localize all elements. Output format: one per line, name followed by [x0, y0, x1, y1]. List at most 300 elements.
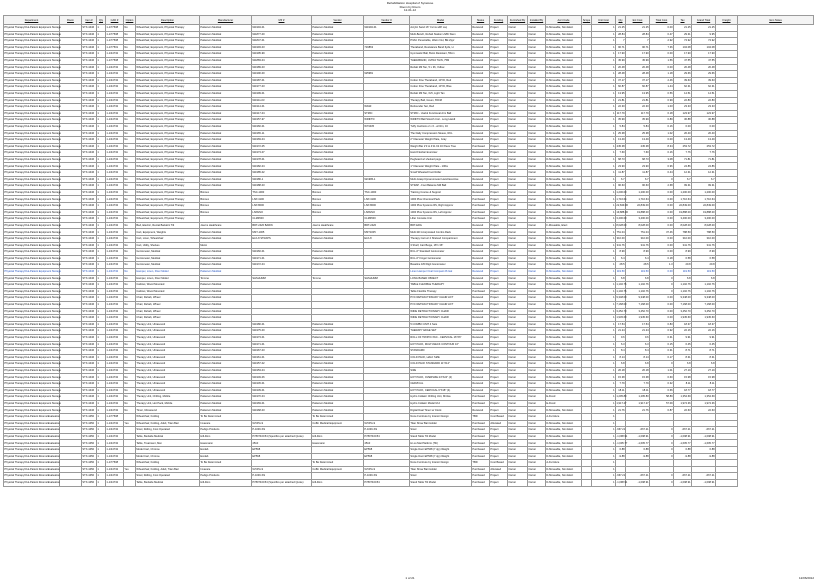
- table-cell: Rebounder Set, Red: [410, 104, 472, 111]
- table-cell: Patterson Medical: [200, 90, 252, 97]
- table-cell: 1: [97, 374, 106, 381]
- table-cell: Patterson Medical: [200, 361, 252, 368]
- table-cell: [716, 38, 738, 45]
- table-row[interactable]: [4, 236, 814, 243]
- column-header[interactable]: Vendor #: [364, 16, 410, 25]
- table-cell: Patterson Medical: [312, 176, 364, 183]
- table-cell: 1-1/44732: [106, 268, 124, 275]
- table-row[interactable]: [4, 130, 814, 137]
- table-row[interactable]: [4, 170, 814, 177]
- column-header[interactable]: Freight: [716, 16, 738, 25]
- table-cell: Patterson Medical: [312, 387, 364, 394]
- column-header[interactable]: Manufacturer: [200, 16, 252, 25]
- table-cell: Table, Bedside Medical: [136, 479, 200, 486]
- table-cell: 1-1/44732: [106, 354, 124, 361]
- column-header[interactable]: Room: [60, 16, 82, 25]
- table-cell: HOT PACK, CERVICAL 6"X18" (4): [410, 387, 472, 394]
- table-cell: 0.00: [650, 295, 674, 302]
- table-cell: 1: [592, 479, 616, 486]
- table-cell: 1" Diameter Weight Plate - 10lbs: [410, 163, 472, 170]
- column-header[interactable]: Unit Cost: [592, 16, 616, 25]
- table-row[interactable]: [4, 348, 814, 355]
- column-header[interactable]: Scope: [582, 16, 592, 25]
- table-cell: [582, 361, 592, 368]
- table-cell: D-Moveable, Non Elect: [546, 170, 582, 177]
- table-row[interactable]: [4, 196, 814, 203]
- table-cell: Owner: [528, 381, 546, 388]
- table-cell: Stool, Rolling, Foot Operated: [136, 473, 200, 480]
- table-row[interactable]: [4, 51, 814, 58]
- table-cell: STX-4446: [82, 262, 97, 269]
- table-cell: STX-4446: [82, 170, 97, 177]
- table-cell: 22,849.00: [626, 203, 650, 210]
- table-row[interactable]: [4, 275, 814, 282]
- table-cell: Patterson Medical: [312, 381, 364, 388]
- table-cell: Received: [472, 84, 490, 91]
- table-row[interactable]: [4, 466, 814, 473]
- table-cell: 911987-01: [252, 77, 312, 84]
- table-cell: D-Moveable, Non Elect: [546, 176, 582, 183]
- table-row[interactable]: [4, 222, 814, 229]
- table-cell: 22.80: [674, 97, 692, 104]
- table-cell: [60, 209, 82, 216]
- table-row[interactable]: [4, 150, 814, 157]
- table-cell: STX-4446: [82, 288, 97, 295]
- table-cell: Patterson Medical: [312, 236, 364, 243]
- column-header[interactable]: Funding: [490, 16, 508, 25]
- table-cell: [60, 420, 82, 427]
- table-cell: 1-1/44732: [106, 216, 124, 223]
- column-header[interactable]: Model: [410, 16, 472, 25]
- table-cell: [650, 420, 674, 427]
- table-row[interactable]: [4, 440, 814, 447]
- table-cell: Cost Based: [490, 460, 508, 467]
- column-header[interactable]: Furnished By: [508, 16, 528, 25]
- table-cell: Owner: [528, 51, 546, 58]
- table-cell: No: [124, 31, 136, 38]
- table-cell: 1: [97, 209, 106, 216]
- table-cell: [674, 466, 692, 473]
- table-cell: STX-4446: [82, 367, 97, 374]
- table-cell: [616, 414, 626, 421]
- table-cell: 21.81: [616, 97, 626, 104]
- table-row[interactable]: [4, 427, 814, 434]
- table-cell: STX-4446: [82, 348, 97, 355]
- table-cell: 96.71: [626, 44, 650, 51]
- table-cell: No: [124, 90, 136, 97]
- column-header[interactable]: Qty: [97, 16, 106, 25]
- table-cell: STX-4446: [82, 183, 97, 190]
- table-cell: Physical Therapy/Out-Patient Equipment Storage: [4, 210, 62, 214]
- table-row[interactable]: [4, 156, 814, 163]
- table-row[interactable]: [4, 420, 814, 427]
- table-cell: 15.98: [692, 374, 716, 381]
- table-cell: 1-1/44732: [106, 137, 124, 144]
- table-cell: Patterson Medical: [312, 130, 364, 137]
- table-cell: No: [124, 64, 136, 71]
- table-cell: [60, 301, 82, 308]
- table-row[interactable]: [4, 77, 814, 84]
- table-row[interactable]: [4, 433, 814, 440]
- table-cell: STX-4446: [82, 163, 97, 170]
- table-cell: 13.95: [616, 90, 626, 97]
- table-row[interactable]: [4, 110, 814, 117]
- table-cell: D-Moveable, Non Elect: [546, 321, 582, 328]
- table-cell: Stand Table Tilt Model: [410, 479, 472, 486]
- table-cell: Physical Therapy/Out-Patient Equipment Storage: [4, 296, 62, 300]
- table-cell: [582, 321, 592, 328]
- table-row[interactable]: [4, 104, 814, 111]
- column-header[interactable]: Installed By: [528, 16, 546, 25]
- column-header[interactable]: CAD #: [106, 16, 124, 25]
- table-cell: STX-4446: [82, 51, 97, 58]
- table-cell: [582, 447, 592, 454]
- table-cell: No: [124, 77, 136, 84]
- table-row[interactable]: [4, 400, 814, 407]
- column-header[interactable]: Department: [4, 16, 60, 25]
- table-cell: Purchased: [472, 466, 490, 473]
- table-cell: Owner: [508, 110, 528, 117]
- table-cell: Owner: [508, 400, 528, 407]
- table-cell: 1: [97, 64, 106, 71]
- table-cell: 1: [97, 242, 106, 249]
- table-row[interactable]: [4, 394, 814, 401]
- table-cell: Received: [472, 150, 490, 157]
- table-cell: 911999-01: [252, 90, 312, 97]
- table-cell: Owner: [528, 104, 546, 111]
- table-cell: [716, 176, 738, 183]
- table-cell: [582, 130, 592, 137]
- table-cell: Physical Therapy/Out-Patient Equipment Storage: [4, 263, 62, 267]
- table-cell: RCL-6" Finger Goniometer: [410, 255, 472, 262]
- table-cell: 6.8: [674, 275, 692, 282]
- table-cell: D-Moveable, Non Elect: [546, 130, 582, 137]
- table-cell: Owner: [508, 38, 528, 45]
- table-cell: The Daily Compression Sleeve, RCL: [410, 130, 472, 137]
- table-cell: [364, 394, 410, 401]
- table-cell: [364, 308, 410, 315]
- table-row[interactable]: [4, 367, 814, 374]
- table-cell: 1: [97, 460, 106, 467]
- table-cell: 18.77: [692, 387, 716, 394]
- table-row[interactable]: [4, 407, 814, 414]
- table-cell: D-Moveable, Non Elect: [546, 38, 582, 45]
- table-row[interactable]: [4, 183, 814, 190]
- table-row[interactable]: [4, 163, 814, 170]
- table-row[interactable]: [4, 137, 814, 144]
- table-row[interactable]: [4, 44, 814, 51]
- table-row[interactable]: [4, 242, 814, 249]
- table-row[interactable]: [4, 143, 814, 150]
- table-cell: 1.18: [650, 71, 674, 78]
- table-row[interactable]: [4, 255, 814, 262]
- table-row[interactable]: [4, 315, 814, 322]
- table-row[interactable]: [4, 479, 814, 486]
- table-row[interactable]: [4, 216, 814, 223]
- table-cell: Patterson Medical: [200, 170, 252, 177]
- table-cell: Received: [472, 90, 490, 97]
- table-cell: Patterson Medical: [312, 137, 364, 144]
- table-cell: Physical Therapy/Out-Patient Equipment Storage: [4, 322, 62, 326]
- table-row[interactable]: [4, 123, 814, 130]
- table-cell: Owner: [528, 143, 546, 150]
- table-row[interactable]: [4, 84, 814, 91]
- table-cell: 341.76: [674, 242, 692, 249]
- table-row[interactable]: [4, 229, 814, 236]
- table-cell: LSPHNO: [364, 209, 410, 216]
- table-cell: 17.54: [616, 321, 626, 328]
- table-cell: Physical Therapy/Out-Patient Equipment Storage: [4, 217, 62, 221]
- table-cell: -9.88: [626, 453, 650, 460]
- table-cell: [364, 77, 410, 84]
- table-cell: [60, 203, 82, 210]
- table-cell: 1-1/44732: [106, 301, 124, 308]
- table-cell: 911973-07: [252, 150, 312, 157]
- table-cell: 1: [592, 367, 616, 374]
- table-cell: P7807F2C54 (Specifics per attached Quote): [252, 479, 312, 486]
- table-row[interactable]: [4, 308, 814, 315]
- table-cell: Owner: [528, 374, 546, 381]
- column-header[interactable]: Option: [124, 16, 136, 25]
- table-cell: 1: [97, 440, 106, 447]
- table-row[interactable]: [4, 414, 814, 421]
- column-header[interactable]: Status: [472, 16, 490, 25]
- table-row[interactable]: [4, 381, 814, 388]
- table-cell: -667.21: [616, 428, 626, 432]
- table-cell: 0.00: [650, 189, 674, 196]
- table-cell: Titan Show Bari Holder: [410, 420, 472, 427]
- table-row[interactable]: [4, 374, 814, 381]
- table-cell: 1: [97, 447, 106, 454]
- table-cell: [60, 44, 82, 51]
- table-row[interactable]: [4, 90, 814, 97]
- table-cell: 1: [592, 301, 616, 308]
- column-header[interactable]: Grand Total: [692, 16, 716, 25]
- table-cell: [582, 31, 592, 38]
- table-cell: -667.21: [626, 427, 650, 434]
- table-row[interactable]: [4, 268, 814, 275]
- table-cell: Owner: [508, 51, 528, 58]
- table-cell: 0.66: [650, 387, 674, 394]
- table-row[interactable]: [4, 453, 814, 460]
- table-cell: Owner: [508, 104, 528, 111]
- table-cell: F-Moveable, Elect: [546, 222, 582, 229]
- table-cell: BRT-ERG: [410, 222, 472, 229]
- table-cell: Patterson Medical: [312, 71, 364, 78]
- column-header[interactable]: Total Cost: [650, 16, 674, 25]
- table-cell: 0: [650, 479, 674, 486]
- table-row[interactable]: [4, 473, 814, 480]
- table-cell: Received: [472, 38, 490, 45]
- table-cell: 68.73: [626, 156, 650, 163]
- table-cell: 1-1/44732: [106, 117, 124, 124]
- table-cell: 1-1/44732: [106, 288, 124, 295]
- table-row[interactable]: [4, 189, 814, 196]
- column-header[interactable]: Mfr #: [252, 16, 312, 25]
- table-row[interactable]: [4, 341, 814, 348]
- column-header[interactable]: Qty: [616, 16, 626, 25]
- table-cell: D-Moveable, Non Elect: [546, 90, 582, 97]
- table-cell: 911847-01: [252, 38, 312, 45]
- table-cell: 911971-01: [252, 341, 312, 348]
- table-cell: 1.3: [650, 262, 674, 269]
- table-cell: 123.97: [692, 110, 716, 117]
- table-row[interactable]: [4, 262, 814, 269]
- table-cell: 911994-01: [252, 25, 312, 32]
- table-cell: Physical Therapy/Out-Patient Equipment Storage: [4, 342, 62, 346]
- table-cell: D-Moveable, Non Elect: [546, 123, 582, 130]
- table-cell: Patterson Medical: [312, 341, 364, 348]
- table-row[interactable]: [4, 71, 814, 78]
- table-cell: No: [124, 236, 136, 243]
- table-cell: Project: [490, 57, 508, 64]
- table-cell: Owner: [528, 387, 546, 394]
- table-cell: 0.56: [650, 90, 674, 97]
- column-header[interactable]: Vendor: [312, 16, 364, 25]
- table-row[interactable]: [4, 209, 814, 216]
- table-cell: [364, 249, 410, 256]
- table-cell: 1-1/77508: [106, 57, 124, 64]
- table-cell: Physical Therapy/Out-Patient Equipment Storage: [4, 45, 62, 49]
- table-cell: 20.48: [674, 64, 692, 71]
- table-row[interactable]: [4, 334, 814, 341]
- table-cell: 8.14: [626, 354, 650, 361]
- table-cell: Physical Therapy/Out-Patient Equipment Storage: [4, 164, 62, 168]
- table-row[interactable]: [4, 203, 814, 210]
- table-row[interactable]: [4, 282, 814, 289]
- table-cell: Metro: [200, 242, 252, 249]
- table-cell: Theraband, Resistance Band 6yds, Lt: [410, 44, 472, 51]
- table-cell: STX-4446: [82, 236, 97, 243]
- table-cell: 1: [97, 394, 106, 401]
- table-row[interactable]: [4, 321, 814, 328]
- table-cell: [582, 268, 592, 275]
- table-cell: Owner: [528, 229, 546, 236]
- table-cell: Owner: [528, 130, 546, 137]
- table-cell: Owner: [528, 275, 546, 282]
- table-row[interactable]: [4, 57, 814, 64]
- table-cell: Wheelchair, Equipment, Physical Therapy: [136, 137, 200, 144]
- column-header[interactable]: Tax: [674, 16, 692, 25]
- table-cell: D-Moveable, Non Elect: [546, 104, 582, 111]
- table-row[interactable]: [4, 328, 814, 335]
- table-row[interactable]: [4, 97, 814, 104]
- column-header[interactable]: Item #: [82, 16, 97, 25]
- table-cell: Wheelchair, Folding, Adult, Titan Bari: [136, 420, 200, 427]
- table-cell: Owner: [528, 440, 546, 447]
- table-cell: [716, 414, 738, 421]
- table-cell: D-Moveable, Non Elect: [546, 473, 582, 480]
- table-cell: Owner: [528, 341, 546, 348]
- table-row[interactable]: [4, 117, 814, 124]
- table-cell: STRAP - Foot Balance Mill Ball: [410, 183, 472, 190]
- table-cell: Owner: [508, 381, 528, 388]
- table-row[interactable]: [4, 354, 814, 361]
- table-cell: Owner: [528, 71, 546, 78]
- table-cell: Received: [472, 222, 490, 229]
- table-cell: Owner: [528, 354, 546, 361]
- table-row[interactable]: [4, 460, 814, 467]
- table-cell: [716, 156, 738, 163]
- table-cell: 7: [626, 38, 650, 45]
- table-cell: 13.95: [626, 90, 650, 97]
- table-cell: [716, 97, 738, 104]
- table-row[interactable]: [4, 38, 814, 45]
- table-cell: RCL-6" Standard Goniometer: [410, 249, 472, 256]
- table-cell: Project: [490, 71, 508, 78]
- table-cell: 96.63: [616, 183, 626, 190]
- column-header[interactable]: Ext Cost: [626, 16, 650, 25]
- table-cell: Owner: [508, 25, 528, 32]
- table-cell: No: [124, 354, 136, 361]
- table-row[interactable]: [4, 31, 814, 38]
- column-header[interactable]: Description: [136, 16, 200, 25]
- table-cell: Owner: [508, 84, 528, 91]
- table-cell: Owner: [508, 143, 528, 150]
- table-cell: [716, 123, 738, 130]
- table-cell: 1: [592, 77, 616, 84]
- table-cell: [716, 51, 738, 58]
- table-row[interactable]: [4, 249, 814, 256]
- table-cell: D-Moveable, Non Elect: [546, 387, 582, 394]
- table-cell: 911989-03: [252, 64, 312, 71]
- table-row[interactable]: [4, 301, 814, 308]
- table-cell: STX-4446: [82, 90, 97, 97]
- table-row[interactable]: [4, 176, 814, 183]
- table-cell: 1: [592, 189, 616, 196]
- table-cell: Owner: [528, 334, 546, 341]
- table-row[interactable]: [4, 295, 814, 302]
- table-cell: 58.89: [650, 394, 674, 401]
- table-cell: Project: [490, 117, 508, 124]
- table-cell: 1: [97, 473, 106, 480]
- table-cell: 14.51: [692, 90, 716, 97]
- table-cell: -667.21: [692, 427, 716, 434]
- table-row[interactable]: [4, 361, 814, 368]
- table-cell: D-Moveable, Non Elect: [546, 381, 582, 388]
- table-cell: [60, 31, 82, 38]
- table-cell: 1: [592, 282, 616, 289]
- table-cell: No: [124, 163, 136, 170]
- table-cell: 0: [650, 288, 674, 295]
- table-cell: E-Fixed: [546, 400, 582, 407]
- table-cell: 6.7: [626, 176, 650, 183]
- column-header[interactable]: Item Notes: [738, 16, 814, 25]
- table-cell: 22.16: [674, 328, 692, 335]
- column-header[interactable]: Acct Code: [546, 16, 582, 25]
- table-row[interactable]: [4, 25, 814, 32]
- table-cell: 14.51: [674, 90, 692, 97]
- table-cell: No: [124, 321, 136, 328]
- table-row[interactable]: [4, 387, 814, 394]
- table-cell: 13.49: [674, 137, 692, 144]
- table-cell: 911967-03: [252, 348, 312, 355]
- table-cell: Received: [472, 71, 490, 78]
- table-cell: Project: [490, 25, 508, 32]
- table-row[interactable]: [4, 288, 814, 295]
- table-cell: 1-1/44732: [106, 189, 124, 196]
- table-row[interactable]: [4, 64, 814, 71]
- table-cell: D-Moveable, Non Elect: [546, 51, 582, 58]
- table-cell: Owner: [528, 25, 546, 32]
- table-cell: No: [124, 361, 136, 368]
- table-cell: [364, 288, 410, 295]
- table-row[interactable]: [4, 447, 814, 454]
- table-cell: [60, 64, 82, 71]
- table-cell: 911960-01: [252, 123, 312, 130]
- table-cell: D-Moveable, Non Elect: [546, 433, 582, 440]
- table-cell: No: [124, 268, 136, 275]
